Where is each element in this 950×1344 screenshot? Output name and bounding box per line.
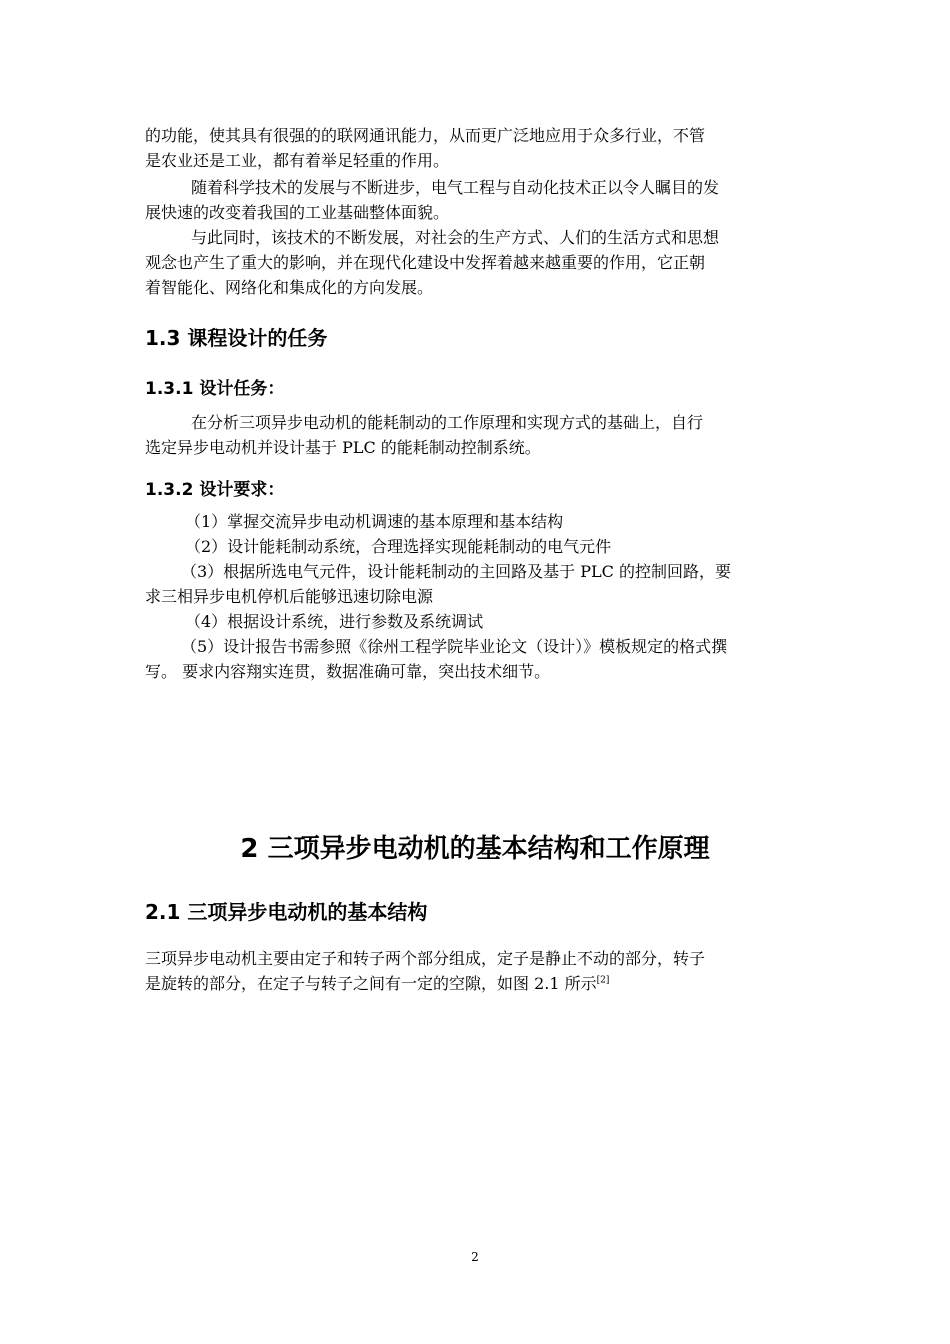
list-item: （3）根据所选电气元件，设计能耗制动的主回路及基于 PLC 的控制回路，要 [181, 562, 731, 581]
list-item-continuation: 求三相异步电机停机后能够迅速切除电源 [145, 587, 434, 606]
structure-paragraph [145, 946, 810, 996]
citation-reference[interactable]: [2] [596, 975, 610, 986]
subsection-heading-1-3-1: 1.3.1 设计任务： [145, 379, 285, 399]
text-line: 在分析三项异步电动机的能耗制动的工作原理和实现方式的基础上，自行 [191, 413, 704, 432]
design-task-paragraph [145, 410, 810, 460]
text-line: 是农业还是工业，都有着举足轻重的作用。 [145, 151, 450, 170]
intro-paragraph-1 [145, 123, 810, 173]
list-item-continuation: 写。 要求内容翔实连贯，数据准确可靠，突出技术细节。 [145, 662, 551, 681]
list-item: （4）根据设计系统，进行参数及系统调试 [185, 612, 484, 631]
section-heading-2-1: 2.1 三项异步电动机的基本结构 [145, 900, 428, 924]
list-item: （5）设计报告书需参照《徐州工程学院毕业论文（设计）》模板规定的格式撰 [181, 637, 728, 656]
text-line: 展快速的改变着我国的工业基础整体面貌。 [145, 203, 450, 222]
chapter-heading-2: 2 三项异步电动机的基本结构和工作原理 [240, 834, 710, 864]
text-run: 是旋转的部分，在定子与转子之间有一定的空隙，如图 2.1 所示 [145, 974, 597, 993]
text-line: 与此同时，该技术的不断发展，对社会的生产方式、人们的生活方式和思想 [191, 228, 720, 247]
text-line: 选定异步电动机并设计基于 PLC 的能耗制动控制系统。 [145, 438, 541, 457]
text-line [145, 971, 810, 996]
intro-paragraph-2 [145, 175, 810, 225]
design-requirements-list [145, 509, 810, 684]
text-line: 的功能，使其具有很强的的联网通讯能力，从而更广泛地应用于众多行业，不管 [145, 126, 706, 145]
text-line: 随着科学技术的发展与不断进步，电气工程与自动化技术正以令人瞩目的发 [191, 178, 720, 197]
text-line: 着智能化、网络化和集成化的方向发展。 [145, 278, 434, 297]
page-number: 2 [471, 1250, 479, 1264]
section-heading-1-3: 1.3 课程设计的任务 [145, 326, 328, 350]
intro-paragraph-3 [145, 225, 810, 300]
text-line: 观念也产生了重大的影响，并在现代化建设中发挥着越来越重要的作用，它正朝 [145, 253, 706, 272]
list-item: （1）掌握交流异步电动机调速的基本原理和基本结构 [185, 512, 564, 531]
list-item: （2）设计能耗制动系统，合理选择实现能耗制动的电气元件 [185, 537, 612, 556]
subsection-heading-1-3-2: 1.3.2 设计要求： [145, 480, 285, 500]
text-line: 三项异步电动机主要由定子和转子两个部分组成，定子是静止不动的部分，转子 [145, 949, 706, 968]
